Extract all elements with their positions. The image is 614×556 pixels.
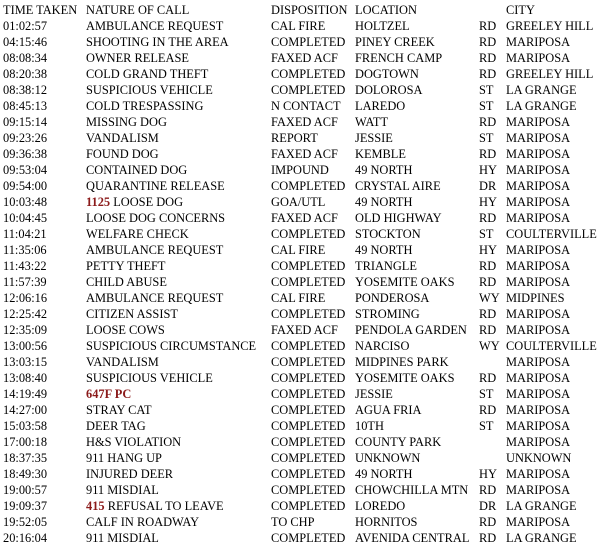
table-row [0,146,614,162]
city-cell: MARIPOSA [506,307,571,321]
table-row [0,386,614,402]
time-taken-cell: 13:08:40 [3,371,48,385]
nature-of-call-cell [86,418,271,434]
time-taken-cell: 20:16:04 [3,531,48,545]
city-cell: UNKNOWN [506,451,572,465]
nature-of-call-cell [86,210,271,226]
disposition-cell: N CONTACT [271,99,341,113]
table-row [0,434,614,450]
nature-text: CITIZEN ASSIST [86,307,178,321]
street-suffix-cell: HY [479,195,497,209]
table-row [0,258,614,274]
table-row [0,402,614,418]
nature-text: CHILD ABUSE [86,275,167,289]
nature-text: LOOSE COWS [86,323,165,337]
time-taken-cell: 19:00:57 [3,483,48,497]
disposition-cell: COMPLETED [271,67,346,81]
table-row [0,306,614,322]
street-suffix-cell: DR [479,499,497,513]
street-suffix-cell: RD [479,531,497,545]
header-disposition: DISPOSITION [271,3,348,17]
street-suffix-cell: RD [479,115,497,129]
street-suffix-cell: RD [479,275,497,289]
city-cell: COULTERVILLE [506,339,597,353]
time-taken-cell: 08:08:34 [3,51,48,65]
table-row [0,354,614,370]
time-taken-cell: 09:54:00 [3,179,48,193]
city-cell: MARIPOSA [506,467,571,481]
location-cell: OLD HIGHWAY [355,211,442,225]
nature-of-call-cell [86,514,271,530]
table-row [0,162,614,178]
location-cell: TRIANGLE [355,259,417,273]
city-cell: MARIPOSA [506,115,571,129]
table-row [0,50,614,66]
location-cell: JESSIE [355,131,393,145]
time-taken-cell: 11:04:21 [3,227,47,241]
city-cell: MARIPOSA [506,371,571,385]
street-suffix-cell: RD [479,35,497,49]
nature-text: PETTY THEFT [86,259,166,273]
time-taken-cell: 17:00:18 [3,435,48,449]
location-cell: CHOWCHILLA MTN [355,483,469,497]
nature-text: VANDALISM [86,355,159,369]
disposition-cell: COMPLETED [271,435,346,449]
location-cell: DOGTOWN [355,67,419,81]
city-cell: MARIPOSA [506,163,571,177]
nature-text: AMBULANCE REQUEST [86,243,224,257]
city-cell: MARIPOSA [506,147,571,161]
location-cell: JESSIE [355,387,393,401]
location-cell: STOCKTON [355,227,421,241]
street-suffix-cell: HY [479,467,497,481]
table-row [0,242,614,258]
nature-text: SUSPICIOUS VEHICLE [86,83,213,97]
disposition-cell: COMPLETED [271,259,346,273]
nature-of-call-cell [86,194,271,210]
street-suffix-cell: HY [479,243,497,257]
location-cell: FRENCH CAMP [355,51,443,65]
city-cell: GREELEY HILL [506,19,594,33]
table-row [0,530,614,546]
nature-of-call-cell [86,114,271,130]
header-nature-of-call: NATURE OF CALL [86,3,190,17]
nature-of-call-cell [86,498,271,514]
nature-of-call-cell [86,146,271,162]
time-taken-cell: 11:43:22 [3,259,47,273]
disposition-cell: COMPLETED [271,179,346,193]
location-cell: KEMBLE [355,147,406,161]
table-row [0,66,614,82]
nature-text: STRAY CAT [86,403,152,417]
nature-of-call-cell [86,322,271,338]
nature-of-call-cell [86,274,271,290]
city-cell: MIDPINES [506,291,565,305]
nature-of-call-cell [86,434,271,450]
street-suffix-cell: RD [479,515,497,529]
street-suffix-cell: RD [479,483,497,497]
nature-text: SUSPICIOUS CIRCUMSTANCE [86,339,257,353]
nature-text: 911 MISDIAL [86,483,159,497]
street-suffix-cell: RD [479,403,497,417]
city-cell: COULTERVILLE [506,227,597,241]
time-taken-cell: 10:04:45 [3,211,48,225]
penal-code: 647F PC [86,387,132,401]
location-cell: DOLOROSA [355,83,423,97]
disposition-cell: COMPLETED [271,483,346,497]
disposition-cell: GOA/UTL [271,195,326,209]
nature-text: COLD TRESPASSING [86,99,204,113]
city-cell: LA GRANGE [506,99,577,113]
table-row [0,194,614,210]
time-taken-cell: 15:03:58 [3,419,48,433]
disposition-cell: REPORT [271,131,318,145]
time-taken-cell: 04:15:46 [3,35,48,49]
nature-text: 911 MISDIAL [86,531,159,545]
time-taken-cell: 19:52:05 [3,515,48,529]
location-cell: UNKNOWN [355,451,421,465]
nature-text: REFUSAL TO LEAVE [104,499,224,513]
header-row [0,2,614,18]
city-cell: MARIPOSA [506,483,571,497]
time-taken-cell: 19:09:37 [3,499,48,513]
disposition-cell: COMPLETED [271,275,346,289]
city-cell: MARIPOSA [506,243,571,257]
table-row [0,274,614,290]
city-cell: MARIPOSA [506,195,571,209]
city-cell: LA GRANGE [506,531,577,545]
street-suffix-cell: WY [479,339,500,353]
location-cell: CRYSTAL AIRE [355,179,441,193]
street-suffix-cell: RD [479,259,497,273]
disposition-cell: TO CHP [271,515,315,529]
table-row [0,514,614,530]
table-row [0,290,614,306]
location-cell: 49 NORTH [355,243,413,257]
time-taken-cell: 09:23:26 [3,131,48,145]
header-time-taken: TIME TAKEN [3,3,78,17]
location-cell: PINEY CREEK [355,35,435,49]
street-suffix-cell: ST [479,83,494,97]
street-suffix-cell: RD [479,211,497,225]
nature-of-call-cell [86,258,271,274]
nature-text: H&S VIOLATION [86,435,182,449]
nature-text: FOUND DOG [86,147,159,161]
table-row [0,98,614,114]
street-suffix-cell: HY [479,163,497,177]
nature-text: QUARANTINE RELEASE [86,179,225,193]
time-taken-cell: 12:25:42 [3,307,48,321]
nature-of-call-cell [86,530,271,546]
disposition-cell: COMPLETED [271,339,346,353]
nature-of-call-cell [86,178,271,194]
nature-text: CONTAINED DOG [86,163,188,177]
nature-text: SUSPICIOUS VEHICLE [86,371,213,385]
street-suffix-cell: RD [479,67,497,81]
time-taken-cell: 18:49:30 [3,467,48,481]
disposition-cell: COMPLETED [271,371,346,385]
location-cell: 49 NORTH [355,195,413,209]
city-cell: MARIPOSA [506,179,571,193]
time-taken-cell: 08:45:13 [3,99,48,113]
nature-of-call-cell [86,98,271,114]
location-cell: 49 NORTH [355,467,413,481]
location-cell: 10TH [355,419,384,433]
nature-text: LOOSE DOG CONCERNS [86,211,226,225]
location-cell: AVENIDA CENTRAL [355,531,470,545]
city-cell: MARIPOSA [506,515,571,529]
nature-of-call-cell [86,50,271,66]
header-city: CITY [506,3,535,17]
time-taken-cell: 11:35:06 [3,243,47,257]
time-taken-cell: 11:57:39 [3,275,47,289]
time-taken-cell: 01:02:57 [3,19,48,33]
time-taken-cell: 13:00:56 [3,339,48,353]
location-cell: MIDPINES PARK [355,355,449,369]
city-cell: LA GRANGE [506,499,577,513]
time-taken-cell: 08:38:12 [3,83,48,97]
nature-of-call-cell [86,18,271,34]
nature-of-call-cell [86,306,271,322]
nature-of-call-cell [86,34,271,50]
location-cell: PONDEROSA [355,291,430,305]
street-suffix-cell: RD [479,147,497,161]
city-cell: GREELEY HILL [506,67,594,81]
city-cell: MARIPOSA [506,211,571,225]
city-cell: MARIPOSA [506,435,571,449]
table-row [0,178,614,194]
nature-text: INJURED DEER [86,467,174,481]
city-cell: MARIPOSA [506,131,571,145]
nature-text: VANDALISM [86,131,159,145]
city-cell: MARIPOSA [506,419,571,433]
nature-text: AMBULANCE REQUEST [86,19,224,33]
table-row [0,482,614,498]
city-cell: MARIPOSA [506,403,571,417]
time-taken-cell: 12:06:16 [3,291,48,305]
time-taken-cell: 09:53:04 [3,163,48,177]
city-cell: MARIPOSA [506,51,571,65]
disposition-cell: COMPLETED [271,35,346,49]
time-taken-cell: 08:20:38 [3,67,48,81]
table-row [0,322,614,338]
time-taken-cell: 12:35:09 [3,323,48,337]
time-taken-cell: 13:03:15 [3,355,48,369]
nature-text: WELFARE CHECK [86,227,189,241]
table-row [0,418,614,434]
location-cell: 49 NORTH [355,163,413,177]
nature-of-call-cell [86,66,271,82]
street-suffix-cell: DR [479,179,497,193]
street-suffix-cell: ST [479,419,494,433]
disposition-cell: CAL FIRE [271,19,326,33]
nature-text: SHOOTING IN THE AREA [86,35,229,49]
penal-code: 1125 [86,195,111,209]
location-cell: COUNTY PARK [355,435,442,449]
nature-of-call-cell [86,226,271,242]
nature-text: 911 HANG UP [86,451,162,465]
disposition-cell: FAXED ACF [271,51,338,65]
city-cell: MARIPOSA [506,259,571,273]
disposition-cell: COMPLETED [271,355,346,369]
table-row [0,450,614,466]
street-suffix-cell: RD [479,323,497,337]
street-suffix-cell: ST [479,131,494,145]
nature-of-call-cell [86,338,271,354]
table-row [0,114,614,130]
time-taken-cell: 09:36:38 [3,147,48,161]
table-row [0,82,614,98]
location-cell: PENDOLA GARDEN [355,323,467,337]
city-cell: MARIPOSA [506,275,571,289]
location-cell: HOLTZEL [355,19,410,33]
table-row [0,370,614,386]
location-cell: YOSEMITE OAKS [355,275,455,289]
disposition-cell: COMPLETED [271,419,346,433]
street-suffix-cell: RD [479,19,497,33]
street-suffix-cell: RD [479,371,497,385]
disposition-cell: COMPLETED [271,387,346,401]
table-row [0,130,614,146]
nature-of-call-cell [86,242,271,258]
nature-of-call-cell [86,482,271,498]
nature-of-call-cell [86,402,271,418]
disposition-cell: COMPLETED [271,227,346,241]
penal-code: 415 [86,499,105,513]
table-row [0,338,614,354]
nature-of-call-cell [86,466,271,482]
disposition-cell: FAXED ACF [271,323,338,337]
nature-of-call-cell [86,82,271,98]
city-cell: MARIPOSA [506,323,571,337]
city-cell: LA GRANGE [506,83,577,97]
nature-text: CALF IN ROADWAY [86,515,200,529]
location-cell: YOSEMITE OAKS [355,371,455,385]
time-taken-cell: 14:19:49 [3,387,48,401]
disposition-cell: CAL FIRE [271,243,326,257]
disposition-cell: FAXED ACF [271,147,338,161]
table-row [0,210,614,226]
table-row [0,498,614,514]
street-suffix-cell: WY [479,291,500,305]
city-cell: MARIPOSA [506,387,571,401]
location-cell: LAREDO [355,99,406,113]
city-cell: MARIPOSA [506,355,571,369]
time-taken-cell: 18:37:35 [3,451,48,465]
table-row [0,226,614,242]
nature-of-call-cell [86,290,271,306]
location-cell: AGUA FRIA [355,403,422,417]
time-taken-cell: 09:15:14 [3,115,48,129]
time-taken-cell: 14:27:00 [3,403,48,417]
nature-text: MISSING DOG [86,115,167,129]
nature-text: COLD GRAND THEFT [86,67,209,81]
location-cell: LOREDO [355,499,406,513]
street-suffix-cell: RD [479,307,497,321]
nature-of-call-cell [86,130,271,146]
nature-of-call-cell [86,162,271,178]
disposition-cell: COMPLETED [271,83,346,97]
nature-of-call-cell [86,370,271,386]
street-suffix-cell: RD [479,51,497,65]
city-cell: MARIPOSA [506,35,571,49]
location-cell: NARCISO [355,339,410,353]
nature-of-call-cell [86,386,271,402]
disposition-cell: COMPLETED [271,451,346,465]
location-cell: STROMING [355,307,420,321]
disposition-cell: COMPLETED [271,499,346,513]
time-taken-cell: 10:03:48 [3,195,48,209]
disposition-cell: IMPOUND [271,163,329,177]
street-suffix-cell: ST [479,387,494,401]
nature-text: DEER TAG [86,419,146,433]
header-location: LOCATION [355,3,417,17]
table-row [0,18,614,34]
disposition-cell: COMPLETED [271,467,346,481]
nature-of-call-cell [86,450,271,466]
nature-text: OWNER RELEASE [86,51,189,65]
disposition-cell: COMPLETED [271,403,346,417]
disposition-cell: FAXED ACF [271,211,338,225]
table-row [0,466,614,482]
street-suffix-cell: ST [479,227,494,241]
nature-of-call-cell [86,354,271,370]
location-cell: WATT [355,115,389,129]
disposition-cell: COMPLETED [271,531,346,545]
nature-text: LOOSE DOG [110,195,184,209]
street-suffix-cell: ST [479,99,494,113]
disposition-cell: COMPLETED [271,307,346,321]
location-cell: HORNITOS [355,515,418,529]
nature-text: AMBULANCE REQUEST [86,291,224,305]
table-row [0,34,614,50]
disposition-cell: FAXED ACF [271,115,338,129]
disposition-cell: CAL FIRE [271,291,326,305]
